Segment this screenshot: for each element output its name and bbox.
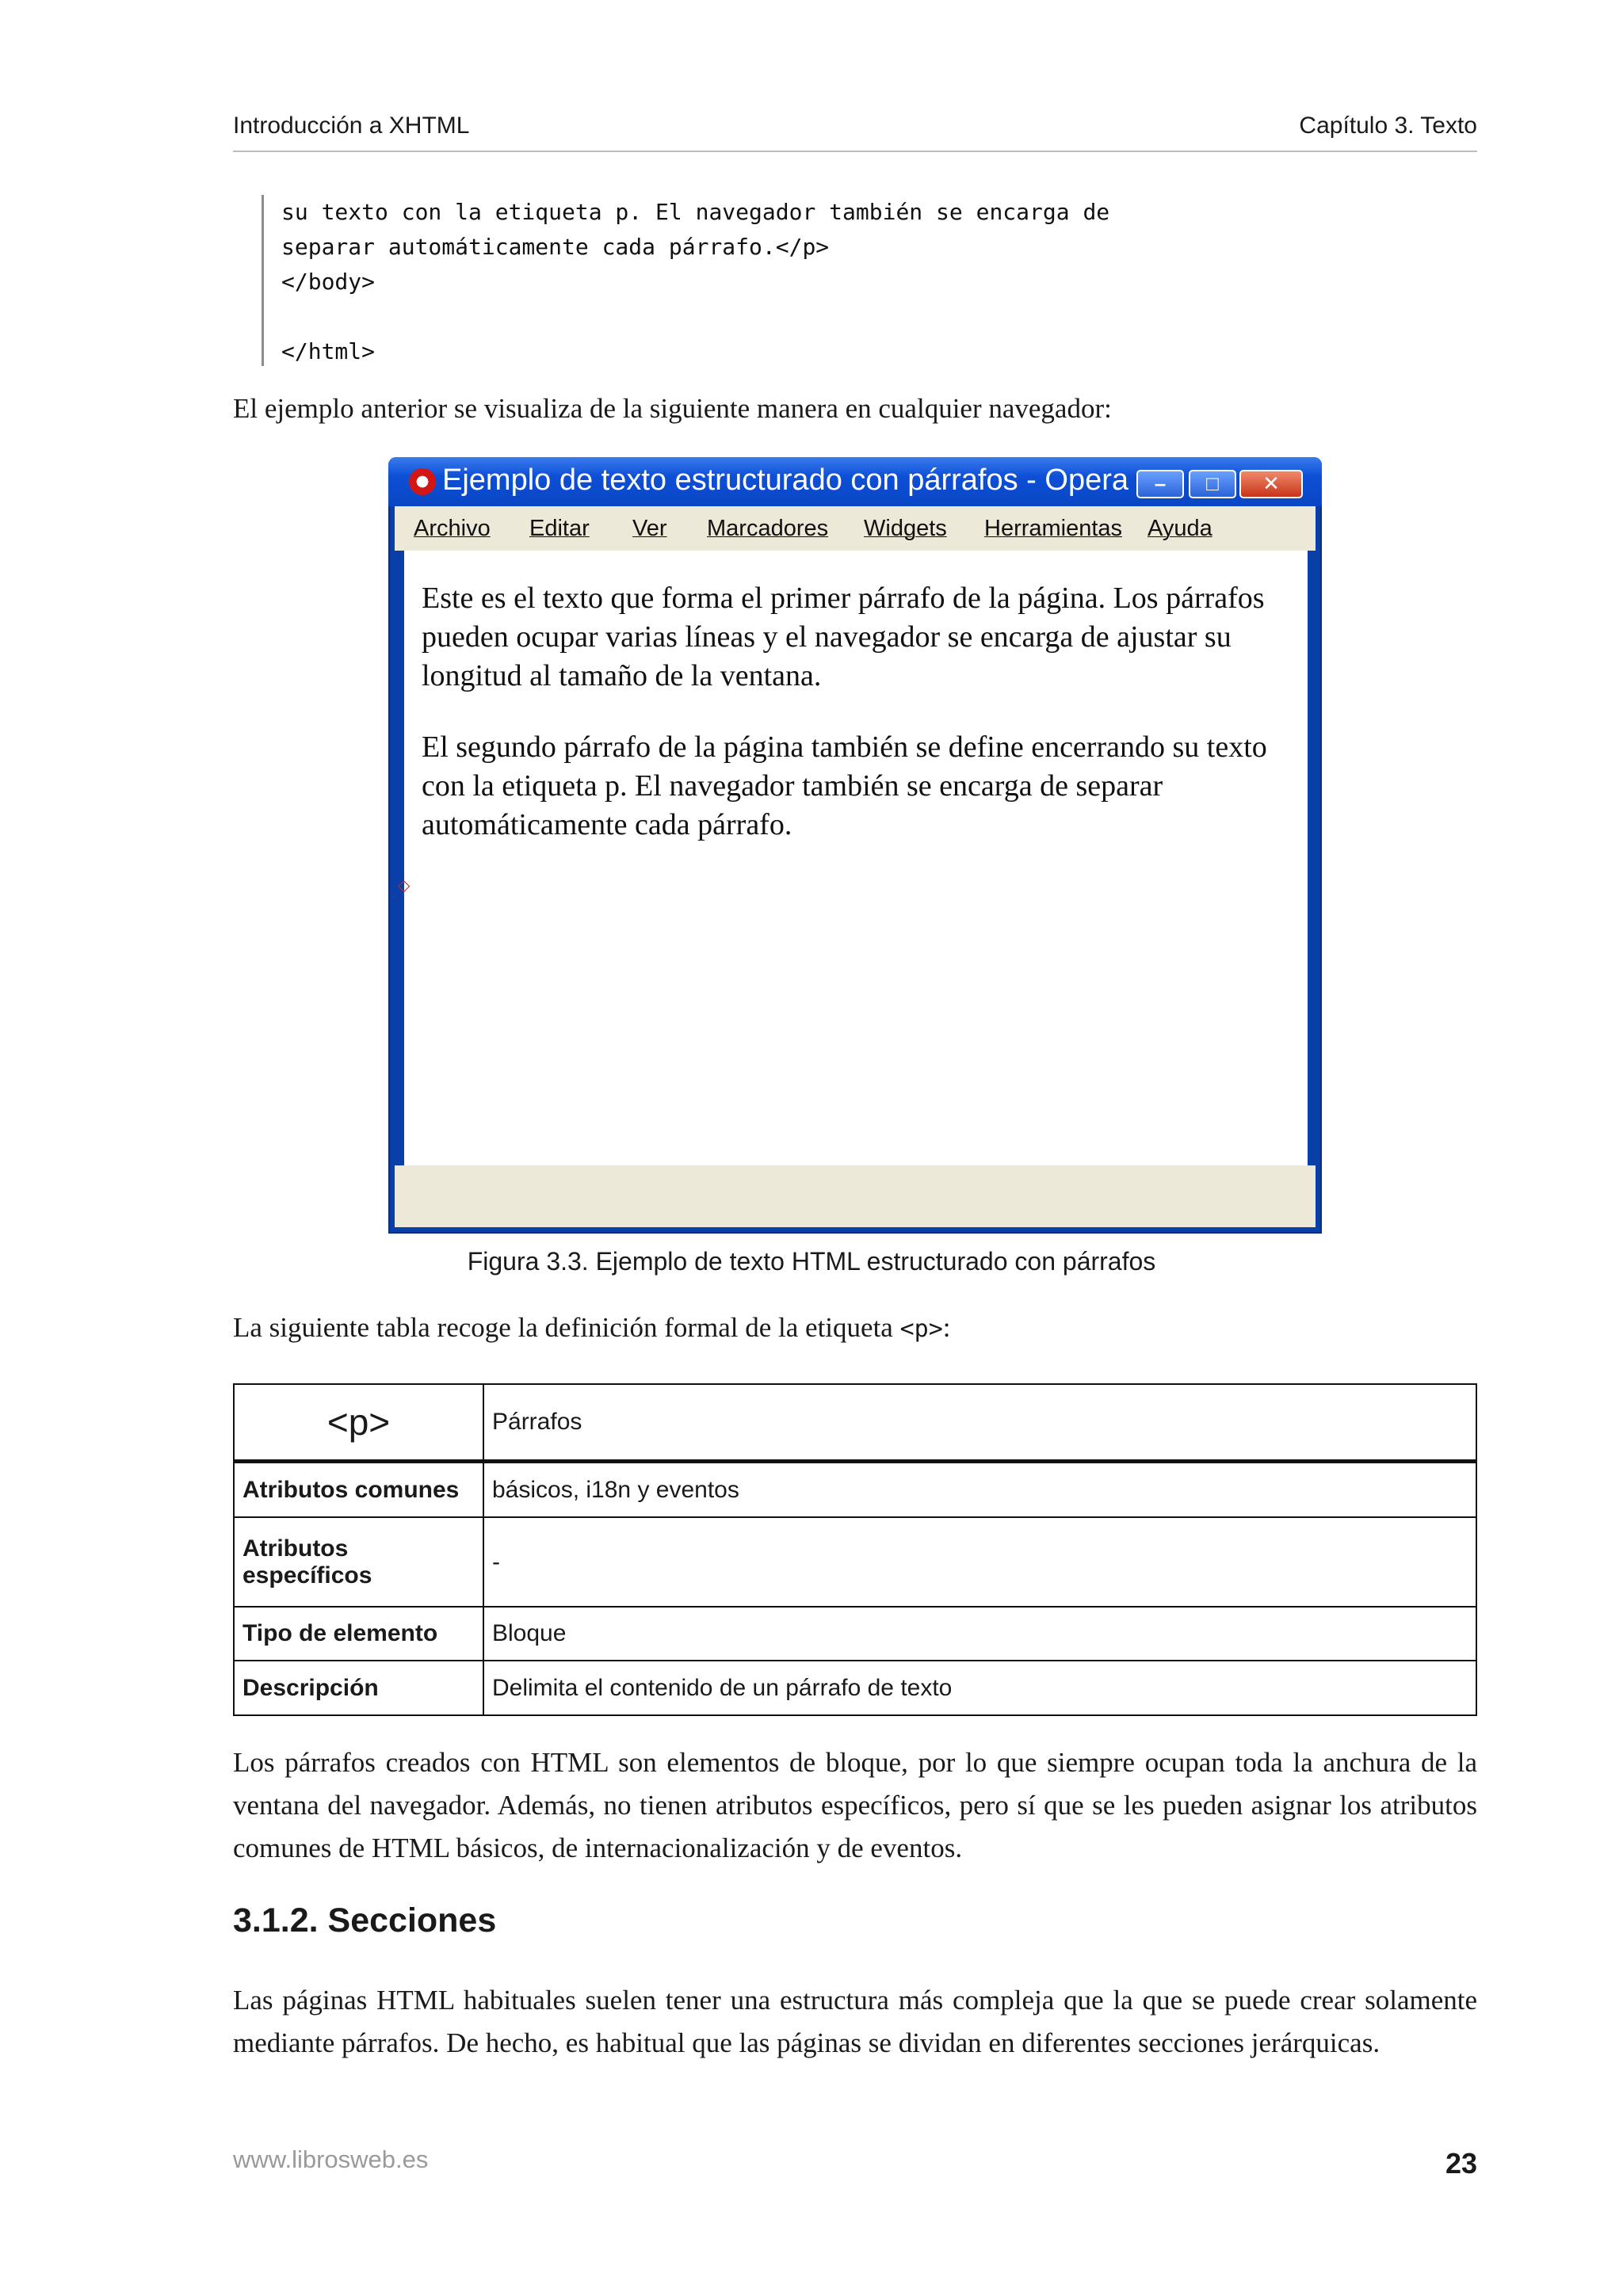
- table-row: [234, 1384, 1476, 1462]
- row-key: Tipo de elemento: [234, 1607, 483, 1661]
- table-intro-text: La siguiente tabla recoge la definición formal de la etiqueta: [233, 1312, 900, 1343]
- browser-menubar: [395, 506, 1316, 551]
- table-intro-paragraph: [233, 1312, 951, 1344]
- tag-definition-table: [233, 1383, 1477, 1716]
- table-intro-suffix: :: [942, 1312, 951, 1343]
- table-row: [234, 1607, 1476, 1661]
- page-number: 23: [1445, 2147, 1477, 2180]
- section-heading: 3.1.2. Secciones: [233, 1901, 497, 1939]
- figure-caption: Figura 3.3. Ejemplo de texto HTML estructurado con párrafos: [467, 1247, 1156, 1276]
- table-row: [234, 1462, 1476, 1518]
- browser-statusbar: [395, 1165, 1316, 1227]
- browser-viewport: [398, 551, 1308, 1165]
- code-line: su texto con la etiqueta p. El navegador también se encarga de: [281, 199, 1110, 225]
- tag-description-cell: Párrafos: [483, 1384, 1476, 1462]
- small-arrow-icon: ◇: [398, 877, 411, 894]
- window-titlebar: [388, 457, 1322, 506]
- opera-logo-icon: [409, 468, 436, 495]
- menu-ayuda[interactable]: Ayuda: [1148, 516, 1212, 541]
- row-value: Bloque: [483, 1607, 1476, 1661]
- minimize-button[interactable]: –: [1136, 470, 1184, 498]
- maximize-button[interactable]: □: [1189, 470, 1236, 498]
- section-paragraph: Las páginas HTML habituales suelen tener una estructura más compleja que la que se puede crear solamente mediante párrafos. De hecho, es habitual que las páginas se dividan en diferentes secciones jerárquicas.: [233, 1985, 1477, 2058]
- menu-widgets[interactable]: Widgets: [864, 516, 947, 541]
- close-button[interactable]: ✕: [1239, 470, 1303, 498]
- menu-ver[interactable]: Ver: [632, 516, 667, 541]
- rendered-paragraph: Este es el texto que forma el primer párrafo de la página. Los párrafos pueden ocupar varias líneas y el navegador se encarga de ajustar su longitud al tamaño de la ventana.: [422, 582, 1265, 692]
- inline-code: <p>: [899, 1315, 943, 1343]
- rendered-paragraph: El segundo párrafo de la página también se define encerrando su texto con la etiqueta p. El navegador también se encarga de separar automáticamente cada párrafo.: [422, 730, 1267, 841]
- tag-name-cell: <p>: [234, 1384, 483, 1462]
- browser-window-figure: [388, 457, 1322, 1234]
- row-value: básicos, i18n y eventos: [483, 1462, 1476, 1518]
- menu-archivo[interactable]: Archivo: [414, 516, 491, 541]
- table-row: [234, 1661, 1476, 1715]
- code-line: </body>: [281, 269, 376, 295]
- code-listing: [262, 195, 1486, 366]
- code-line: [281, 299, 1486, 334]
- body-paragraph: Los párrafos creados con HTML son elementos de bloque, por lo que siempre ocupan toda la anchura de la ventana del navegador. Además, no tienen atributos específicos, pero sí que se les pueden asignar los atributos comunes de HTML básicos, de internacionalización y de eventos.: [233, 1747, 1477, 1863]
- footer-url-link[interactable]: www.librosweb.es: [233, 2145, 429, 2173]
- menu-editar[interactable]: Editar: [529, 516, 590, 541]
- row-key: Descripción: [234, 1661, 483, 1715]
- table-row: [234, 1517, 1476, 1607]
- row-key: Atributos específicos: [234, 1517, 483, 1607]
- running-header-title: Introducción a XHTML: [233, 113, 470, 139]
- intro-paragraph: El ejemplo anterior se visualiza de la siguiente manera en cualquier navegador:: [233, 393, 1112, 424]
- window-title: Ejemplo de texto estructurado con párrafos - Opera: [442, 463, 1129, 497]
- code-line: </html>: [281, 338, 376, 364]
- code-line: separar automáticamente cada párrafo.</p>: [281, 234, 830, 260]
- header-divider: [233, 151, 1477, 152]
- row-value: Delimita el contenido de un párrafo de texto: [483, 1661, 1476, 1715]
- row-value: -: [483, 1517, 1476, 1607]
- running-header-chapter: Capítulo 3. Texto: [1299, 113, 1477, 139]
- menu-herramientas[interactable]: Herramientas: [984, 516, 1123, 541]
- menu-marcadores[interactable]: Marcadores: [707, 516, 829, 541]
- row-key: Atributos comunes: [234, 1462, 483, 1518]
